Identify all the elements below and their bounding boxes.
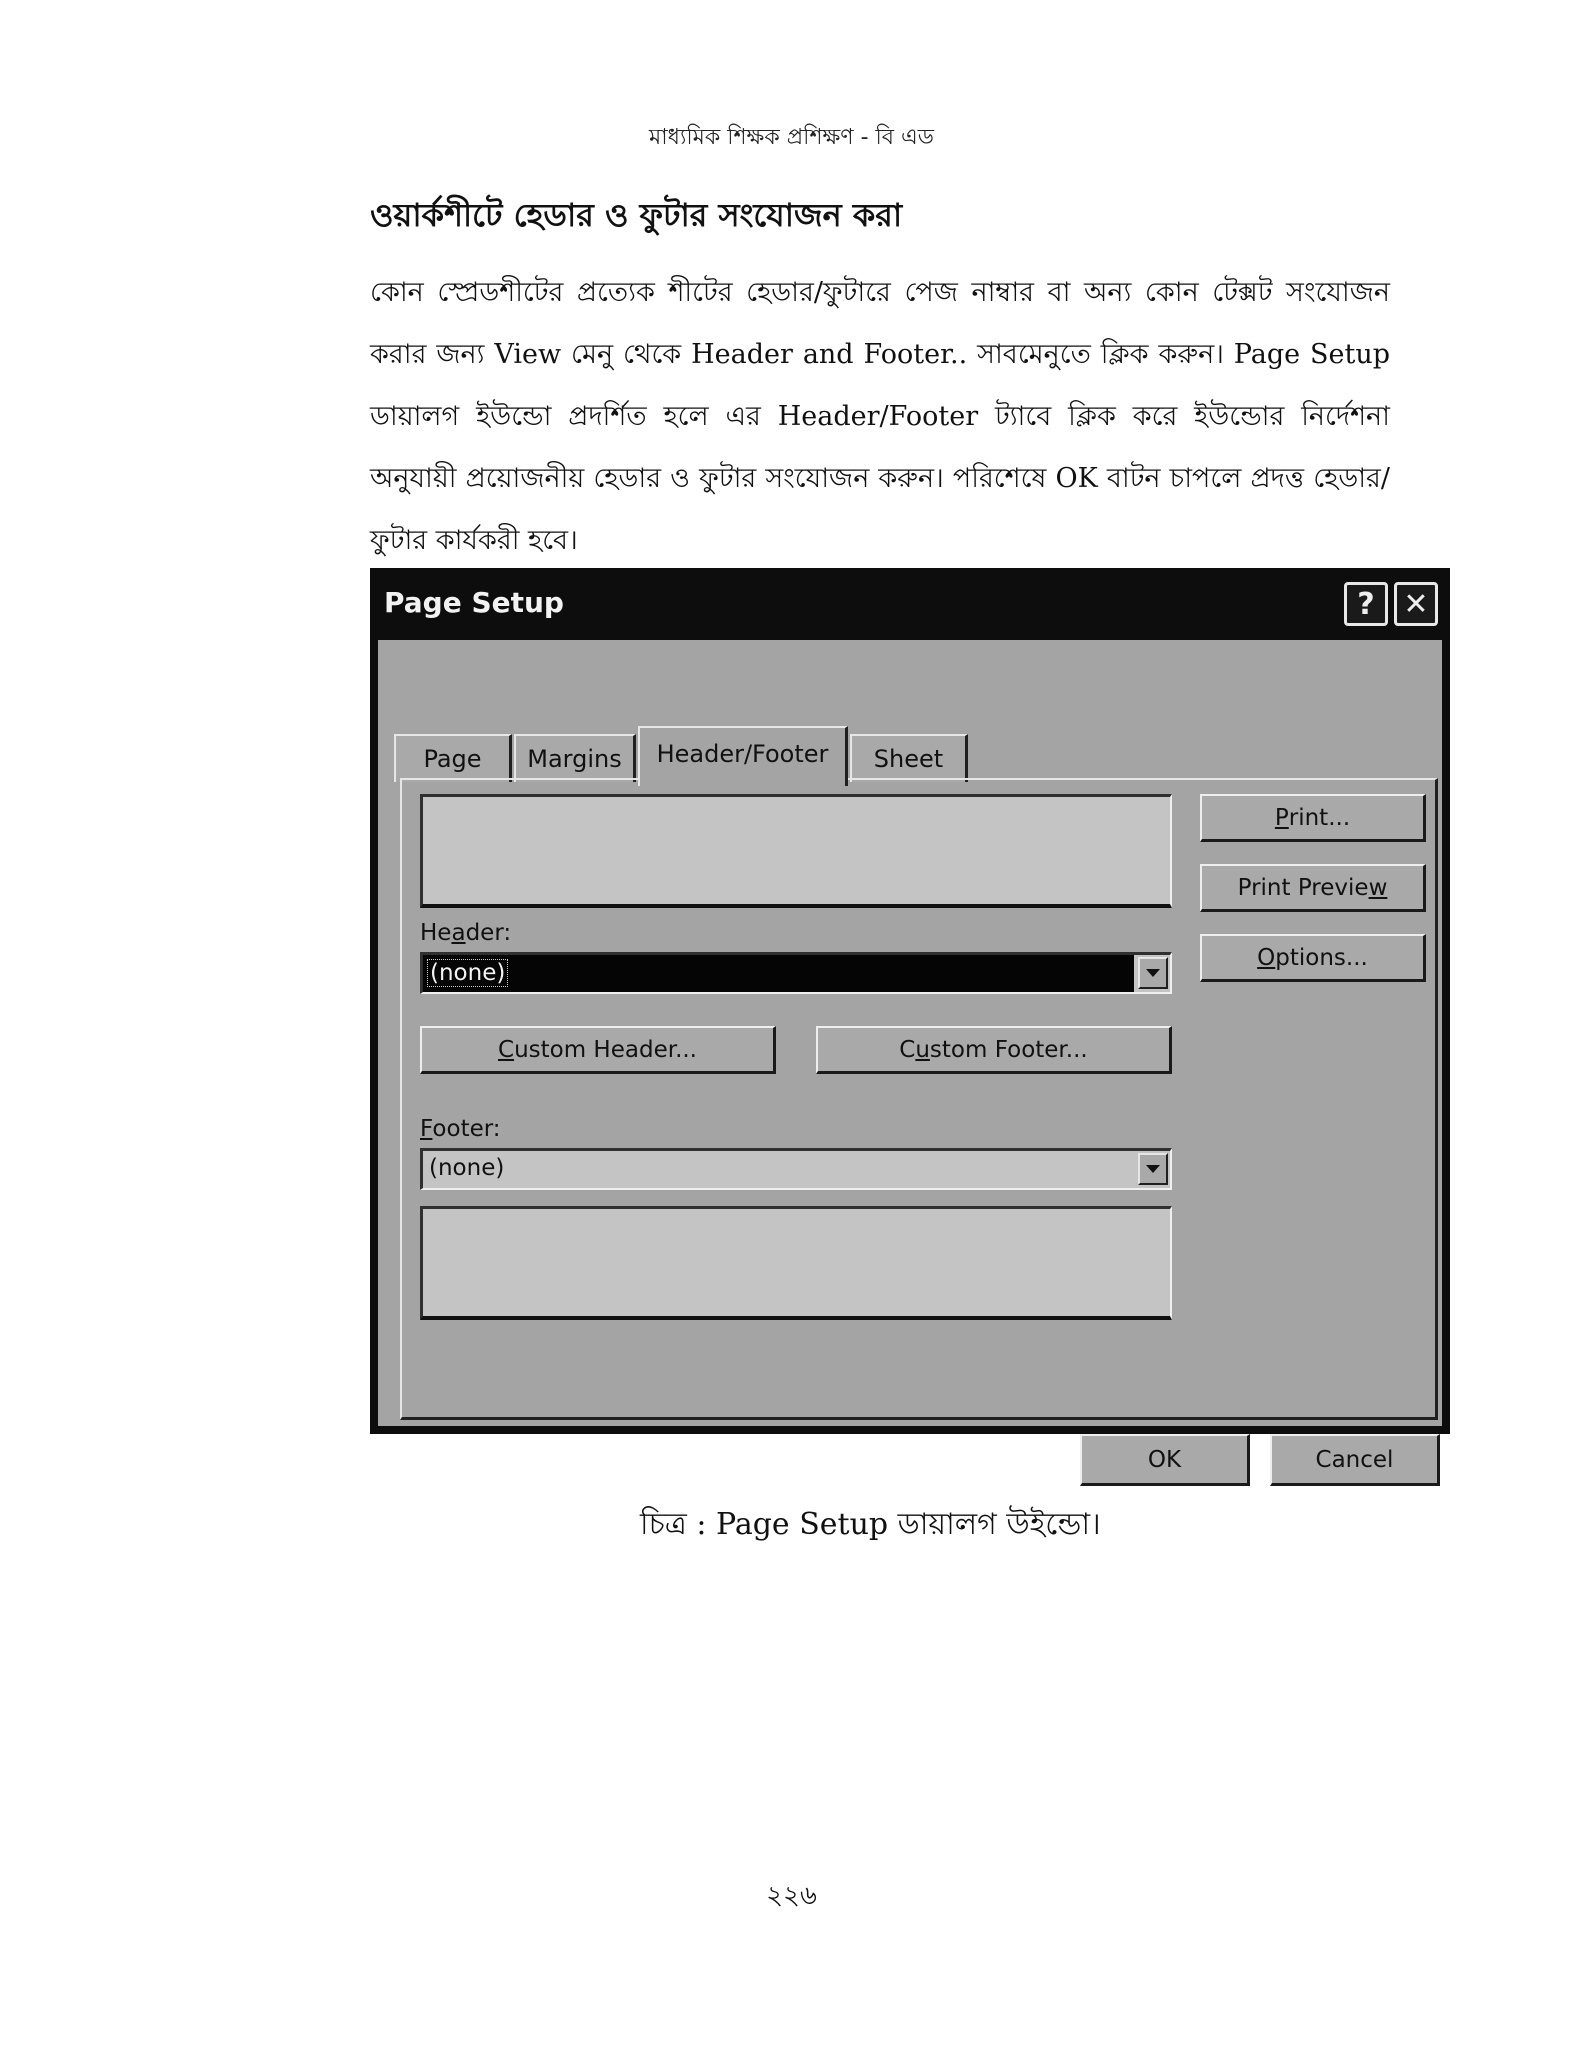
tab-margins[interactable]: Margins [514, 734, 636, 782]
custom-header-button[interactable]: C ustom Header... [420, 1026, 776, 1074]
custom-footer-button[interactable]: C u stom Footer... [816, 1026, 1172, 1074]
print-button[interactable]: P rint... [1200, 794, 1426, 842]
print-preview-button[interactable]: Print Previe w [1200, 864, 1426, 912]
tab-header-footer[interactable]: Header/Footer [638, 726, 848, 786]
chevron-down-icon[interactable] [1138, 1153, 1168, 1185]
tab-page[interactable]: Page [394, 734, 512, 782]
cancel-button[interactable]: Cancel [1270, 1434, 1440, 1486]
figure-caption: চিত্র : Page Setup ডায়ালগ উইন্ডো। [640, 1507, 1101, 1542]
header-label: Header: [420, 920, 512, 946]
section-title: ওয়ার্কশীটে হেডার ও ফুটার সংযোজন করা [370, 196, 903, 234]
chevron-down-icon[interactable] [1138, 957, 1168, 989]
header-footer-panel [400, 778, 1438, 1420]
header-select-value: (none) [427, 959, 508, 987]
dialog-title: Page Setup [384, 586, 564, 619]
body-paragraph: কোন স্প্রেডশীটের প্রত্যেক শীটের হেডার/ফুটারে পেজ নাম্বার বা অন্য কোন টেক্সট সংযোজন করার জন্য View মেনু থেকে Header and Footer.. সাবমেনুতে ক্লিক করুন। Page Setup ডায়ালগ ইউন্ডো প্রদর্শিত হলে এর Header/Footer ট্যাবে ক্লিক করে ইউন্ডোর নির্দেশনা অনুযায়ী প্রয়োজনীয় হেডার ও ফুটার সংযোজন করুন। পরিশেষে OK বাটন চাপলে প্রদত্ত হেডার/ফুটার কার্যকরী হবে। [370, 277, 1390, 556]
footer-select-value: (none) [429, 1155, 505, 1181]
header-select-field [423, 955, 1134, 992]
footer-preview [420, 1206, 1172, 1320]
running-head: মাধ্যমিক শিক্ষক প্রশিক্ষণ - বি এড [649, 125, 934, 150]
footer-label: Footer: [420, 1116, 501, 1142]
page-setup-dialog [370, 568, 1450, 1473]
ok-button[interactable]: OK [1080, 1434, 1250, 1486]
options-button[interactable]: O ptions... [1200, 934, 1426, 982]
dialog-body [378, 640, 1442, 1473]
close-icon[interactable]: ✕ [1394, 582, 1438, 626]
tab-sheet[interactable]: Sheet [850, 734, 968, 782]
header-select[interactable] [420, 952, 1172, 994]
footer-select[interactable] [420, 1148, 1172, 1190]
header-preview [420, 794, 1172, 908]
page-number: ২২৬ [766, 1881, 817, 1911]
help-icon[interactable]: ? [1344, 582, 1388, 626]
